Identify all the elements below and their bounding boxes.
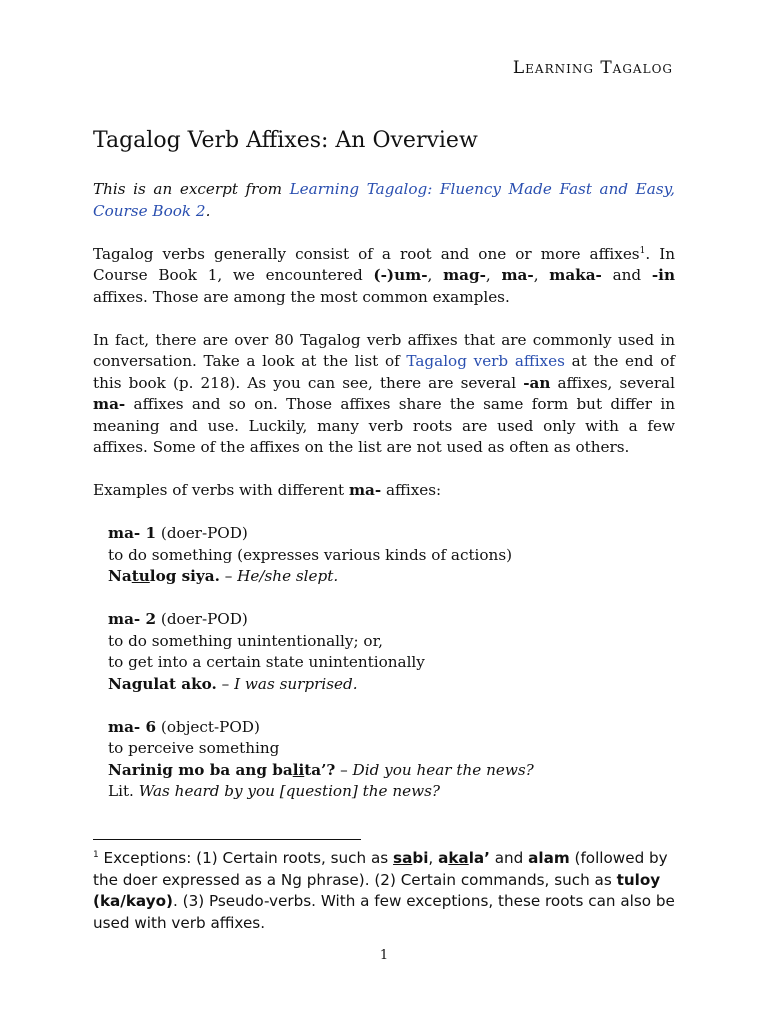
course-book-link[interactable]: Learning Tagalog: Fluency Made Fast and Easy, Course Book 2 xyxy=(93,180,676,220)
text: affixes and so on. Those affixes share the same form but differ in meaning and use. Luckily, many verb roots are used only with a few affixes. Some of the affixes on the list are not used as often as others. xyxy=(93,395,675,456)
intro-paragraph xyxy=(93,179,675,222)
page-number: 1 xyxy=(379,948,389,963)
example-meaning: to do something unintentionally; or, xyxy=(108,631,383,650)
paragraph-1 xyxy=(93,244,675,309)
example-translation: I was surprised. xyxy=(234,674,358,693)
text: Exceptions: (1) Certain roots, such as xyxy=(98,849,394,867)
text: affixes, several xyxy=(550,373,675,392)
footnote xyxy=(93,848,675,934)
paragraph-3 xyxy=(93,480,675,502)
stressed-syllable: sa xyxy=(393,849,413,867)
text: Tagalog verbs generally consist of a root and one or more affixes xyxy=(93,244,640,263)
affix-ma: ma- xyxy=(348,481,382,499)
example-meaning: to do something (expresses various kinds of actions) xyxy=(108,545,513,564)
dash: – xyxy=(219,567,238,585)
text: . In Course Book 1, we encountered xyxy=(93,244,675,284)
text: la’ xyxy=(468,849,490,867)
text: . (3) Pseudo-verbs. With a few exceptions, these roots can also be used with verb affixes. xyxy=(93,892,675,932)
example-ma-2 xyxy=(108,609,675,695)
example-affix: ma- 6 xyxy=(108,717,157,736)
example-affix: ma- 1 xyxy=(108,524,157,542)
text: Nagulat ako. xyxy=(108,674,217,693)
example-literal xyxy=(108,781,675,803)
text: , xyxy=(428,849,439,867)
running-header: Learning Tagalog xyxy=(512,58,673,78)
affix-ma: ma- xyxy=(93,395,126,413)
affix-an: -an xyxy=(523,373,551,392)
example-meaning: to get into a certain state unintentionally xyxy=(108,653,425,671)
footnote-divider xyxy=(93,839,361,840)
example-role: (object-POD) xyxy=(156,717,260,736)
intro-text: This is an excerpt from xyxy=(93,180,290,198)
example-translation: Did you hear the news? xyxy=(352,760,534,779)
example-heading xyxy=(108,717,675,739)
text: In fact, there are over 80 Tagalog verb affixes that are commonly used in conversation. Take a look at the list of xyxy=(93,330,675,370)
text: , xyxy=(533,266,550,284)
example-sentence xyxy=(108,566,675,588)
word: tuloy (ka/kayo) xyxy=(93,870,661,910)
text: , xyxy=(485,266,502,284)
main-content xyxy=(93,179,675,824)
paragraph-2 xyxy=(93,330,675,459)
text: Examples of verbs with different xyxy=(93,481,349,499)
example-ma-1 xyxy=(108,523,675,588)
example-ma-6 xyxy=(108,717,675,803)
text: and xyxy=(601,266,652,284)
example-translation: He/she slept. xyxy=(237,567,339,585)
affix-maka: maka- xyxy=(549,266,602,284)
stressed-syllable: ka xyxy=(448,849,469,867)
literal-translation: Was heard by you [question] the news? xyxy=(138,782,441,800)
footnote-number: 1 xyxy=(93,849,99,860)
intro-period: . xyxy=(205,201,211,220)
page-title: Tagalog Verb Affixes: An Overview xyxy=(93,128,478,153)
stressed-syllable: tu xyxy=(131,567,150,585)
footnote-ref[interactable]: 1 xyxy=(639,245,646,256)
text: log siya. xyxy=(149,567,220,585)
dash: – xyxy=(335,760,353,779)
dash: – xyxy=(216,674,235,693)
text: , xyxy=(427,266,444,284)
example-role: (doer-POD) xyxy=(156,524,248,542)
example-meaning: to perceive something xyxy=(108,739,280,757)
example-role: (doer-POD) xyxy=(156,610,248,628)
text: a xyxy=(438,849,449,867)
text: Na xyxy=(108,567,132,585)
text: Lit. xyxy=(108,782,139,800)
text: bi xyxy=(412,849,429,867)
verb-affixes-link[interactable]: Tagalog verb affixes xyxy=(406,352,565,370)
example-affix: ma- 2 xyxy=(108,610,157,628)
example-sentence xyxy=(108,674,675,696)
example-heading xyxy=(108,609,675,631)
example-sentence xyxy=(108,760,675,782)
text: (followed by the doer expressed as a Ng phrase). (2) Certain commands, such as xyxy=(93,849,668,889)
affix-um: (-)um- xyxy=(373,266,428,284)
text: affixes: xyxy=(381,481,442,499)
text: at the end of this book (p. 218). As you can see, there are several xyxy=(93,352,675,392)
text: affixes. Those are among the most common examples. xyxy=(93,287,510,306)
text: ta’? xyxy=(304,760,336,779)
text: Narinig mo ba ang ba xyxy=(108,760,293,779)
stressed-syllable: li xyxy=(292,760,305,779)
text: and xyxy=(489,849,529,867)
example-heading xyxy=(108,523,675,545)
affix-ma: ma- xyxy=(501,266,534,284)
affix-mag: mag- xyxy=(443,266,486,284)
affix-in: -in xyxy=(651,266,675,284)
word: alam xyxy=(528,849,570,867)
